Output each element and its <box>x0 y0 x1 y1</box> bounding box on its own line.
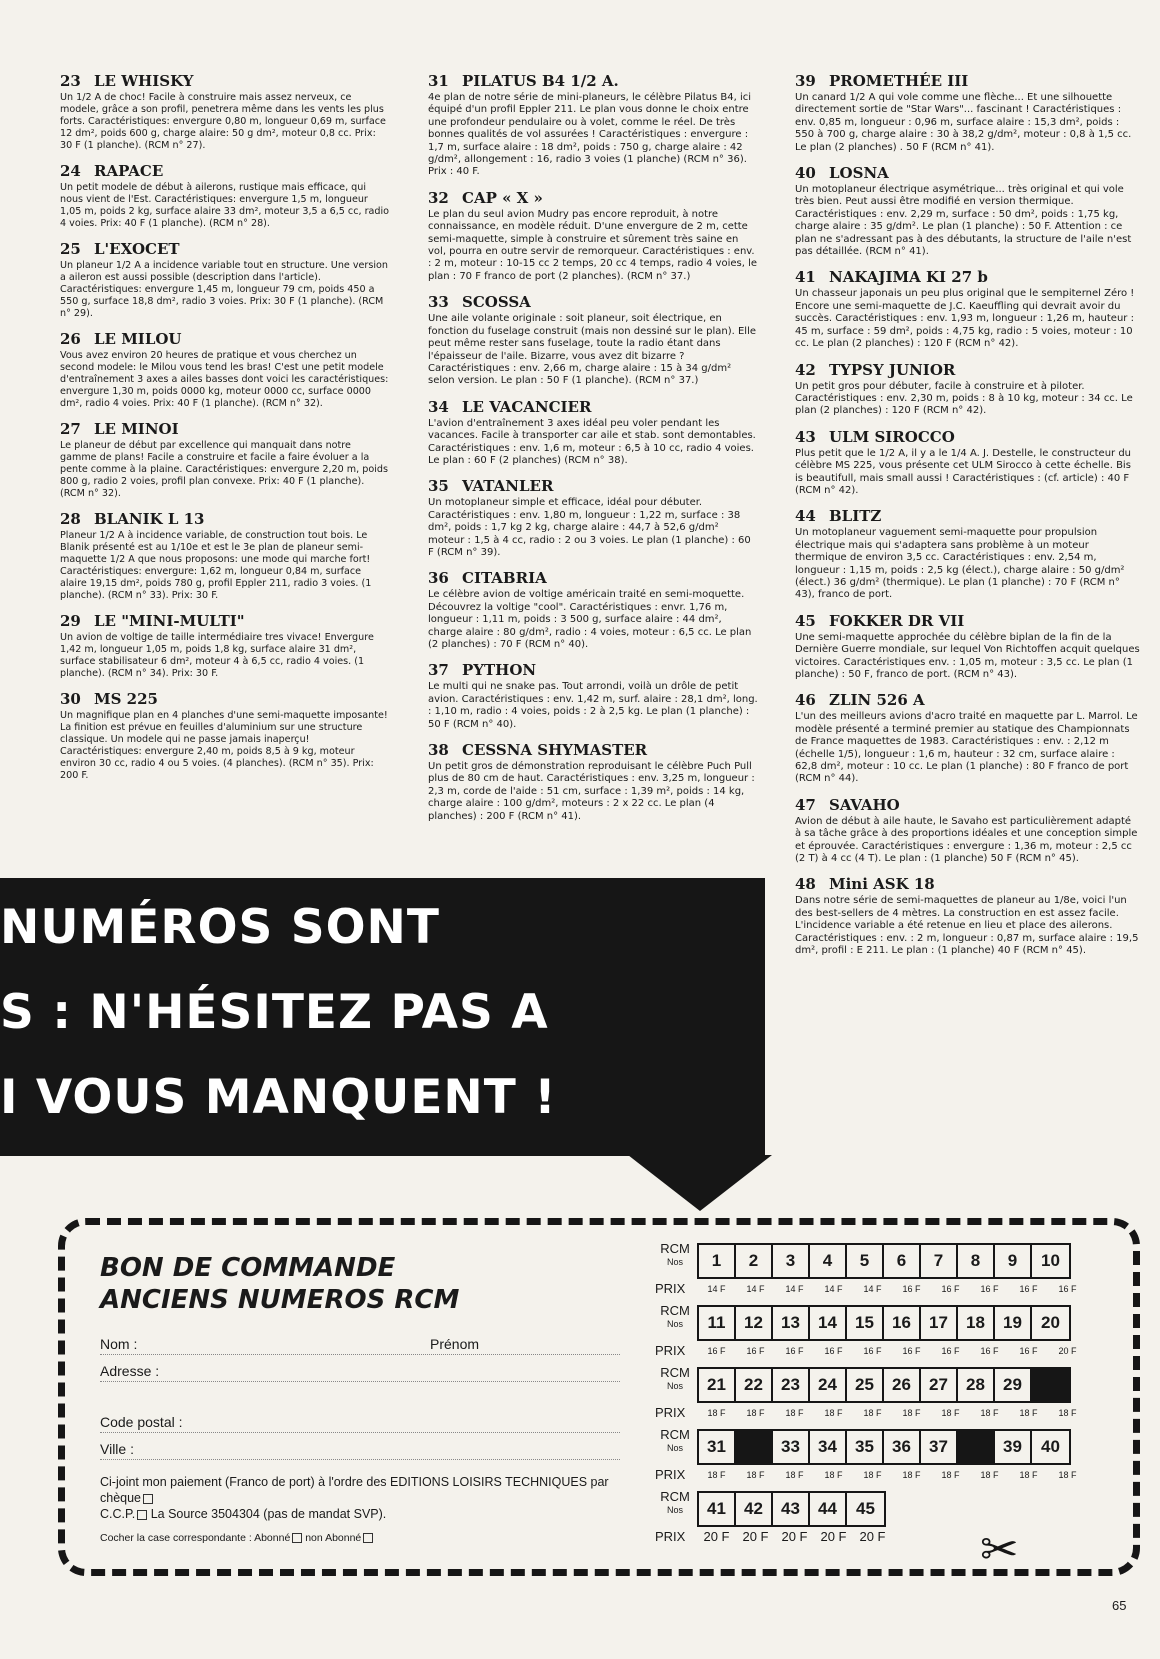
unavailable-issue-cell <box>1032 1369 1069 1401</box>
entry-number: 36 <box>428 569 449 588</box>
scissors-icon: ✂ <box>980 1523 1019 1575</box>
city-field[interactable] <box>100 1435 620 1460</box>
issue-cell[interactable]: 23 <box>773 1369 810 1401</box>
entry-number: 40 <box>795 164 816 183</box>
entry-title <box>60 240 390 258</box>
nos-text: Nos <box>666 1505 683 1515</box>
payment-line-1: Ci-joint mon paiement (Franco de port) à l'ordre des EDITIONS LOISIRS TECHNIQUES par chèque <box>100 1475 609 1505</box>
payment-line-2: C.C.P. <box>100 1507 136 1521</box>
entry-title <box>60 690 390 708</box>
price-cell: 14 F <box>707 1284 726 1294</box>
price-cell: 16 F <box>863 1346 882 1356</box>
entry-number: 46 <box>795 691 816 710</box>
issue-cell[interactable]: 27 <box>921 1369 958 1401</box>
price-cell: 18 F <box>746 1470 765 1480</box>
issue-cell[interactable]: 11 <box>699 1307 736 1339</box>
plan-entry <box>60 162 390 230</box>
order-form <box>100 1252 620 1544</box>
issue-cell[interactable]: 8 <box>958 1245 995 1277</box>
price-cell: 14 F <box>824 1284 843 1294</box>
entry-name: BLITZ <box>829 507 882 526</box>
entry-number: 48 <box>795 875 816 894</box>
entry-title <box>795 361 1140 379</box>
entry-name: MS 225 <box>94 690 158 708</box>
plan-entry <box>428 477 758 559</box>
price-row <box>655 1279 1087 1299</box>
price-cell: 14 F <box>863 1284 882 1294</box>
nos-text: Nos <box>666 1257 683 1267</box>
plan-entry <box>428 72 758 179</box>
plan-entry <box>428 741 758 823</box>
plan-entry <box>60 330 390 410</box>
entry-title <box>428 72 758 90</box>
price-cell: 16 F <box>941 1284 960 1294</box>
payment-text <box>100 1474 620 1522</box>
entry-description: Un avion de voltige de taille intermédiaire tres vivace! Envergure 1,42 m, longueur 1,05 m, poids 1,8 kg, surface alaire 31 dm², surface stabilisateur 6 dm², moteur 4 à 6,5 cc, radio 4 voies. (1 planche). (RCM n° 34). Prix: 30 F. <box>60 632 374 679</box>
issue-cells <box>697 1243 1071 1279</box>
issue-cell[interactable]: 15 <box>847 1307 884 1339</box>
price-cell: 16 F <box>1019 1346 1038 1356</box>
abonne-label: Cocher la case correspondante : Abonné <box>100 1532 291 1544</box>
issue-grid <box>655 1243 1095 1553</box>
banner-line-2: S : N'HÉSITEZ PAS A <box>0 985 549 1040</box>
issue-cell[interactable]: 7 <box>921 1245 958 1277</box>
issue-cell[interactable]: 3 <box>773 1245 810 1277</box>
entry-number: 44 <box>795 507 816 526</box>
issue-cell[interactable]: 45 <box>856 1499 875 1518</box>
issue-cell[interactable]: 33 <box>773 1431 810 1463</box>
issue-cells <box>697 1305 1071 1341</box>
entry-title <box>795 612 1140 630</box>
entry-title <box>795 875 1140 893</box>
banner-line-1: NUMÉROS SONT <box>0 900 440 955</box>
entry-description: Le multi qui ne snake pas. Tout arrondi, voilà un drôle de petit avion. Caractéristiques : env. 1,42 m, surf. alaire : 28,1 dm², long. : 1,10 m, radio : 4 voies, poids : 2 à 2,5 kg. Le plan (1 planche) : 50 F (RCM n° 40). <box>428 681 758 730</box>
issue-cell[interactable]: 2 <box>736 1245 773 1277</box>
price-cell: 16 F <box>980 1346 999 1356</box>
price-cell: 14 F <box>785 1284 804 1294</box>
entry-name: SAVAHO <box>829 795 900 814</box>
rcm-text: RCM <box>660 1303 690 1318</box>
issue-cell[interactable]: 12 <box>736 1307 773 1339</box>
entry-description: Le plan du seul avion Mudry pas encore reproduit, à notre connaissance, en modèle réduit. D'une envergure de 2 m, cette semi-maquette, simple à construire et sûrement très saine en vol, pourra en outre servir de remorqueur. Caractéristiques : env. : 2 m, moteur : 10-15 cc 2 temps, 20 cc 4 temps, radio 4 voies, le plan : 70 F franco de port (2 planches). (RCM n° 37.) <box>428 208 757 282</box>
entry-title <box>795 507 1140 525</box>
entry-description: Vous avez environ 20 heures de pratique et vous cherchez un second modele: le Milou vous tend les bras! C'est une petit modele d'entraînement 3 axes a ailes basses dont voici les caractéristiques: envergure 1,30 m, poids 0000 kg, moteur 0000 cc, surface 0000 dm², radio 4 voies. Prix: 40 F (1 planche). (RCM n° 32). <box>60 350 389 409</box>
entry-number: 35 <box>428 477 449 496</box>
entry-title <box>795 72 1140 90</box>
entry-name: L'EXOCET <box>94 240 180 258</box>
entry-title <box>795 796 1140 814</box>
ville-label: Ville : <box>100 1441 134 1457</box>
entry-description: Un magnifique plan en 4 planches d'une semi-maquette imposante! La finition est prévue en feuilles d'aluminium sur une structure classique. Un modele qui ne passe jamais inaperçu! Caractéristiques: envergure 2,40 m, poids 8,5 à 9 kg, moteur environ 30 cc, radio 4 ou 5 voies. (4 planches). (RCM n° 35). Prix: 200 F. <box>60 710 388 781</box>
issue-cell[interactable]: 14 <box>810 1307 847 1339</box>
issue-cell[interactable]: 42 <box>736 1493 773 1525</box>
rcm-text: RCM <box>660 1241 690 1256</box>
price-row <box>655 1465 1087 1485</box>
payment-line-3: La Source 3504304 (pas de mandat SVP). <box>150 1507 387 1521</box>
column-3 <box>795 72 1140 968</box>
grid-row <box>655 1367 1095 1429</box>
plan-entry <box>795 612 1140 682</box>
price-cell: 18 F <box>941 1470 960 1480</box>
entry-title <box>795 691 1140 709</box>
price-cell: 16 F <box>707 1346 726 1356</box>
price-cell: 18 F <box>785 1408 804 1418</box>
price-cell: 16 F <box>980 1284 999 1294</box>
banner-line-3: I VOUS MANQUENT ! <box>0 1070 557 1125</box>
nos-text: Nos <box>666 1443 683 1453</box>
entry-title <box>428 661 758 679</box>
entry-title <box>795 164 1140 182</box>
rcm-label <box>655 1367 695 1392</box>
entry-description: Planeur 1/2 A à incidence variable, de construction tout bois. Le Blanik présenté est au 1/10e et est le 3e plan de planeur semi-maquette 1/2 A que nous proposons: une mode qui marche fort! Caractéristiques: envergure: 1,62 m, longueur 0,84 m, surface alaire 19,15 dm², poids 780 g, profil Eppler 211, radio 3 voies. (1 planche). (RCM n° 33). Prix: 30 F. <box>60 530 372 601</box>
price-cell: 18 F <box>1058 1408 1077 1418</box>
plan-entry <box>60 510 390 602</box>
issue-cell[interactable]: 4 <box>810 1245 847 1277</box>
rcm-label <box>655 1429 695 1454</box>
issue-cell[interactable]: 26 <box>884 1369 921 1401</box>
entry-description: Une aile volante originale : soit planeur, soit électrique, en fonction du fuselage construit (mais non dessiné sur le plan). Elle peut même rester sans fuselage, toute la radio étant dans l'épaisseur de l'aile. Bizarre, vous avez dit bizarre ? Caractéristiques : env. 2,66 m, charge alaire : 15 à 34 g/dm² selon version. Le plan : 50 F (1 planche). (RCM n° 37.) <box>428 313 756 387</box>
issue-cell[interactable]: 24 <box>810 1369 847 1401</box>
entry-number: 31 <box>428 72 449 90</box>
issue-cell[interactable]: 40 <box>1041 1437 1060 1456</box>
price-cell: 18 F <box>902 1470 921 1480</box>
price-cell: 18 F <box>785 1470 804 1480</box>
issue-cell[interactable]: 25 <box>847 1369 884 1401</box>
entry-description: Une semi-maquette approchée du célèbre biplan de la fin de la Dernière Guerre mondiale, sur lequel Von Richtoffen acquit quelques victoires. Caractéristiques env. : 1,05 m, moteur : 3,5 cc. Le plan (1 planche) : 50 F, franco de port. (RCM n° 43). <box>795 631 1140 680</box>
issue-cell[interactable]: 1 <box>699 1245 736 1277</box>
entry-number: 47 <box>795 795 816 814</box>
entry-title <box>60 330 390 348</box>
entry-name: PROMETHÉE III <box>829 72 969 90</box>
unavailable-issue-cell <box>958 1431 995 1463</box>
form-title-1: BON DE COMMANDE <box>100 1253 396 1283</box>
entry-description: Un motoplaneur électrique asymétrique... très original et qui vole très bien. Peut aussi être modifié en version thermique. Caractéristiques : env. 2,29 m, surface : 50 dm², poids : 1,75 kg, charge alaire : 35 g/dm². Le plan (1 planche) : 50 F. Attention : ce plan ne s'adressant pas à des débutants, la structure de l'aile n'est pas détaillée. (RCM n° 41). <box>795 184 1132 258</box>
plan-entry <box>795 428 1140 498</box>
prenom-label: Prénom <box>430 1336 480 1352</box>
prix-label: PRIX <box>655 1529 686 1544</box>
entry-description: Un petit gros pour débuter, facile à construire et à piloter. Caractéristiques : env. 2,30 m, poids : 8 à 10 kg, moteur : 34 cc. Le plan (2 planches) : 120 F (RCM n° 42). <box>795 380 1133 417</box>
issue-cell[interactable]: 5 <box>847 1245 884 1277</box>
entry-description: L'avion d'entraînement 3 axes idéal peu voler pendant les vacances. Facile à transporter car aile et stab. sont demontables. Caractéristiques : env. 1,6 m, moteur : 6,5 à 10 cc, radio 4 voies. Le plan : 60 F (2 planches) (RCM n° 38). <box>428 417 756 466</box>
entry-title <box>428 569 758 587</box>
entry-number: 30 <box>60 690 81 708</box>
issue-cell[interactable]: 9 <box>995 1245 1032 1277</box>
price-cell: 18 F <box>980 1470 999 1480</box>
plan-entry <box>428 293 758 387</box>
price-cell: 20 F <box>742 1529 769 1544</box>
entry-number: 43 <box>795 427 816 446</box>
rcm-label <box>655 1243 695 1268</box>
grid-row <box>655 1491 1095 1553</box>
issue-cell[interactable]: 21 <box>699 1369 736 1401</box>
entry-title <box>60 510 390 528</box>
plan-entry <box>60 240 390 320</box>
issue-cell[interactable]: 16 <box>884 1307 921 1339</box>
price-cell: 18 F <box>980 1408 999 1418</box>
issue-cell[interactable]: 41 <box>699 1493 736 1525</box>
entry-description: Un petit modele de début à ailerons, rustique mais efficace, qui nous vient de l'Est. Caractéristiques: envergure 1,5 m, longueur 1,05 m, poids 2 kg, surface alaire 33 dm², moteur 3,5 a 6,5 cc, radio 4 voies. Prix: 40 F (1 planche). (RCM n° 28). <box>60 182 390 229</box>
price-cell: 20 F <box>781 1529 808 1544</box>
entry-number: 23 <box>60 72 81 90</box>
entry-description: 4e plan de notre série de mini-planeurs, le célèbre Pilatus B4, ici équipé d'un profil Eppler 211. Le plan vous donne le choix entre une profondeur pendulaire ou à volet, comme le réel. De très bonnes qualités de vol assurées ! Caractéristiques : envergure : 1,7 m, surface alaire : 18 dm², poids : 750 g, charge alaire : 42 g/dm², allongement : 16, radio 3 voies (1 planche) (RCM n° 36). Prix : 40 F. <box>428 92 752 178</box>
entry-number: 38 <box>428 741 449 760</box>
banner-arrow <box>628 1155 772 1211</box>
entry-name: LE WHISKY <box>94 72 194 90</box>
entry-name: VATANLER <box>462 477 554 496</box>
price-row <box>655 1527 892 1547</box>
price-cell: 16 F <box>785 1346 804 1356</box>
issue-cell[interactable]: 37 <box>921 1431 958 1463</box>
price-cell: 16 F <box>941 1346 960 1356</box>
entry-number: 28 <box>60 510 81 528</box>
entry-number: 33 <box>428 293 449 312</box>
entry-description: Un 1/2 A de choc! Facile à construire mais assez nerveux, ce modele, grâce a son profil, penetrera même dans les vents les plus forts. Caractéristiques: envergure 0,80 m, longueur 0,69 m, surface 12 dm², poids 600 g, charge alaire: 50 g dm², moteur 0,8 cc. Prix: 30 F (1 planche). (RCM n° 27). <box>60 92 386 151</box>
entry-name: TYPSY JUNIOR <box>829 360 956 379</box>
entry-name: ZLIN 526 A <box>829 691 925 710</box>
code-postal-label: Code postal : <box>100 1414 183 1430</box>
entry-description: Le planeur de début par excellence qui manquait dans notre gamme de plans! Facile a construire et facile a faire évoluer a la pente comme à la plaine. Caractéristiques: envergure 2,20 m, poids 800 g, radio 2 voies, profil plan convexe. Prix: 40 F (1 planche). (RCM n° 32). <box>60 440 388 499</box>
plan-entry <box>795 507 1140 601</box>
nos-text: Nos <box>666 1381 683 1391</box>
issue-cell[interactable]: 43 <box>773 1493 810 1525</box>
plan-entry <box>60 420 390 500</box>
plan-entry <box>428 398 758 468</box>
entry-number: 24 <box>60 162 81 180</box>
issue-cell[interactable]: 17 <box>921 1307 958 1339</box>
entry-number: 32 <box>428 188 449 207</box>
entry-description: Un chasseur japonais un peu plus original que le sempiternel Zéro ! Encore une semi-maquette de J.C. Kaeuffling qui devrait avoir du succès. Caractéristiques : env. 1,93 m, longueur : 1,26 m, hauteur : 45 m, surface : 59 dm², poids : 4,75 kg, radio : 5 voies, moteur : 10 cc. Le plan (2 planches) : 120 F (RCM n° 42). <box>795 288 1135 350</box>
cheque-checkbox[interactable] <box>143 1494 153 1504</box>
entry-description: Le célèbre avion de voltige américain traité en semi-moquette. Découvrez la voltige "cool". Caractéristiques : envr. 1,76 m, longueur : 1,11 m, poids : 3 500 g, surface alaire : 44 dm², charge alaire : 80 g/dm², radio : 4 voies, moteur : 6,5 cc. Le plan (2 planches) : 70 F (RCM n° 40). <box>428 589 752 650</box>
entry-description: Un petit gros de démonstration reproduisant le célèbre Puch Pull plus de 80 cm de haut. Caractéristiques : env. 3,25 m, longueur : 2,3 m, corde de l'aide : 51 cm, surface : 1,39 m², poids : 14 kg, charge alaire : 100 g/dm², moteurs : 2 x 22 cc. Le plan (4 planches) : 200 F (RCM n° 41). <box>428 761 755 822</box>
entry-title <box>60 612 390 630</box>
issue-cell[interactable]: 36 <box>884 1431 921 1463</box>
issue-cell[interactable]: 39 <box>995 1431 1032 1463</box>
column-1 <box>60 72 390 792</box>
entry-title <box>60 420 390 438</box>
price-cell: 18 F <box>1058 1470 1077 1480</box>
entry-name: PYTHON <box>462 661 537 680</box>
entry-number: 26 <box>60 330 81 348</box>
rcm-label <box>655 1305 695 1330</box>
issue-cell[interactable]: 29 <box>995 1369 1032 1401</box>
prix-label: PRIX <box>655 1281 686 1296</box>
price-cell: 18 F <box>941 1408 960 1418</box>
issue-cell[interactable]: 18 <box>958 1307 995 1339</box>
entry-number: 29 <box>60 612 81 630</box>
prix-label: PRIX <box>655 1467 686 1482</box>
rcm-label <box>655 1491 695 1516</box>
name-field[interactable] <box>100 1330 620 1355</box>
plan-entry <box>795 691 1140 785</box>
issue-cells <box>697 1429 1071 1465</box>
plan-entry <box>60 72 390 152</box>
plan-entry <box>795 875 1140 957</box>
price-cell: 18 F <box>1019 1408 1038 1418</box>
price-cell: 18 F <box>1019 1470 1038 1480</box>
price-cell: 20 F <box>859 1529 886 1544</box>
entry-description: Plus petit que le 1/2 A, il y a le 1/4 A. J. Destelle, le constructeur du célèbre MS 225, vous présente cet ULM Sirocco à cette échelle. Bis is beautifull, mais small aussi ! Caractéristiques : (cf. article) : 40 F (RCM n° 42). <box>795 447 1132 496</box>
price-cell: 18 F <box>824 1408 843 1418</box>
entry-title <box>795 428 1140 446</box>
price-cell: 18 F <box>863 1408 882 1418</box>
entry-name: CAP « X » <box>462 188 543 207</box>
entry-name: NAKAJIMA KI 27 b <box>829 268 988 287</box>
entry-description: L'un des meilleurs avions d'acro traité en maquette par L. Marrol. Le modèle présenté a terminé premier au statique des Championnats de France maquettes de 1983. Caractéristiques : env. : 2,12 m (échelle 1/5), longueur : 1,6 m, hauteur : 32 cm, surface alaire : 62,8 dm², moteur : 10 cc. Le plan (1 planche) : 80 F franco de port (RCM n° 44). <box>795 711 1138 785</box>
entry-title <box>428 398 758 416</box>
plan-entry <box>428 189 758 283</box>
entry-name: CITABRIA <box>462 569 547 588</box>
price-cell: 14 F <box>746 1284 765 1294</box>
entry-number: 39 <box>795 72 816 90</box>
issue-cell[interactable]: 13 <box>773 1307 810 1339</box>
plan-entry <box>795 164 1140 258</box>
entry-number: 34 <box>428 397 449 416</box>
entry-name: FOKKER DR VII <box>829 611 965 630</box>
entry-name: LE MINOI <box>94 420 179 438</box>
page-number: 65 <box>1112 1598 1127 1613</box>
grid-row <box>655 1243 1095 1305</box>
entry-name: Mini ASK 18 <box>829 875 935 894</box>
issue-cell[interactable]: 31 <box>699 1431 736 1463</box>
entry-title <box>60 162 390 180</box>
entry-title <box>428 477 758 495</box>
form-title-2: ANCIENS NUMEROS RCM <box>100 1285 460 1315</box>
entry-name: RAPACE <box>94 162 164 180</box>
prix-label: PRIX <box>655 1405 686 1420</box>
price-cell: 16 F <box>1019 1284 1038 1294</box>
rcm-text: RCM <box>660 1489 690 1504</box>
price-cell: 18 F <box>824 1470 843 1480</box>
grid-row <box>655 1305 1095 1367</box>
issue-cell[interactable]: 35 <box>847 1431 884 1463</box>
price-cell: 20 F <box>1058 1346 1077 1356</box>
ccp-checkbox[interactable] <box>137 1510 147 1520</box>
plan-entry <box>60 612 390 680</box>
entry-title <box>428 741 758 759</box>
entry-number: 45 <box>795 611 816 630</box>
issue-cell[interactable]: 22 <box>736 1369 773 1401</box>
non-abonne-label: non Abonné <box>305 1532 362 1544</box>
postal-code-field[interactable] <box>100 1408 620 1433</box>
plan-entry <box>795 72 1140 154</box>
entry-name: LE VACANCIER <box>462 397 592 416</box>
entry-number: 25 <box>60 240 81 258</box>
nom-label: Nom : <box>100 1336 138 1352</box>
plan-entry <box>795 361 1140 418</box>
entry-title <box>795 268 1140 286</box>
plan-entry <box>428 569 758 651</box>
plan-entry <box>428 661 758 731</box>
plan-entry <box>795 268 1140 350</box>
entry-description: Avion de début à aile haute, le Savaho est particulièrement adapté à sa tâche grâce à des proportions idéales et une conception simple et éprouvée. Caractéristiques : envergure : 1,36 m, moteur : 2,5 cc (2 T) à 4 cc (4 T). Le plan : (1 planche) 50 F (RCM n° 45). <box>795 815 1138 865</box>
entry-name: CESSNA SHYMASTER <box>462 741 648 760</box>
grid-row <box>655 1429 1095 1491</box>
issue-cell[interactable]: 6 <box>884 1245 921 1277</box>
issue-cell[interactable]: 20 <box>1041 1313 1060 1332</box>
issue-cells <box>697 1367 1071 1403</box>
price-cell: 20 F <box>820 1529 847 1544</box>
entry-name: LOSNA <box>829 164 889 183</box>
price-cell: 16 F <box>1058 1284 1077 1294</box>
price-cell: 18 F <box>746 1408 765 1418</box>
column-2 <box>428 72 758 833</box>
entry-description: Un motoplaneur simple et efficace, idéal pour débuter. Caractéristiques : env. 1,80 m, longueur : 1,22 m, surface : 38 dm², poids : 1,7 kg 2 kg, charge alaire : 44,7 à 52,6 g/dm² moteur : 1,5 à 4 cc, radio : 2 ou 3 voies. Le plan (1 planche) : 60 F (RCM n° 39). <box>428 497 751 558</box>
rcm-text: RCM <box>660 1365 690 1380</box>
price-cell: 16 F <box>902 1284 921 1294</box>
address-field[interactable] <box>100 1357 620 1382</box>
issue-cell[interactable]: 28 <box>958 1369 995 1401</box>
entry-description: Un motoplaneur vaguement semi-maquette pour propulsion électrique mais qui s'adaptera sans problème à un moteur thermique de environ 3,5 cc. Caractéristiques : env. 2,54 m, longueur : 1,15 m, poids : 2,5 kg (élect.), charge alaire : 50 g/dm² (élect.) 36 g/dm² (thermique). Le plan (1 planche) : 70 F (RCM n° 43), franco de port. <box>795 527 1125 601</box>
entry-name: LE "MINI-MULTI" <box>94 612 245 630</box>
entry-description: Un planeur 1/2 A a incidence variable tout en structure. Une version a aileron est aussi possible (description dans l'article). Caractéristiques: envergure 1,45 m, longueur 79 cm, poids 450 a 550 g, surface 18,8 dm², radio 3 voies. Prix: 30 F (1 planche). (RCM n° 29). <box>60 260 388 319</box>
subscriber-choice <box>100 1532 620 1544</box>
rcm-text: RCM <box>660 1427 690 1442</box>
entry-number: 27 <box>60 420 81 438</box>
entry-name: LE MILOU <box>94 330 182 348</box>
price-cell: 20 F <box>703 1529 730 1544</box>
entry-title <box>428 189 758 207</box>
price-cell: 18 F <box>863 1470 882 1480</box>
issue-cell[interactable]: 44 <box>810 1493 847 1525</box>
entry-name: PILATUS B4 1/2 A. <box>462 72 619 90</box>
issue-cell[interactable]: 34 <box>810 1431 847 1463</box>
adresse-label: Adresse : <box>100 1363 160 1379</box>
issue-cell[interactable]: 19 <box>995 1307 1032 1339</box>
price-row <box>655 1403 1087 1423</box>
entry-number: 41 <box>795 268 816 287</box>
price-cell: 18 F <box>707 1408 726 1418</box>
plan-entry <box>60 690 390 782</box>
abonne-checkbox[interactable] <box>292 1533 302 1543</box>
price-cell: 16 F <box>902 1346 921 1356</box>
entry-title <box>428 293 758 311</box>
nos-text: Nos <box>666 1319 683 1329</box>
prix-label: PRIX <box>655 1343 686 1358</box>
price-cell: 16 F <box>824 1346 843 1356</box>
unavailable-issue-cell <box>736 1431 773 1463</box>
entry-title <box>60 72 390 90</box>
price-row <box>655 1341 1087 1361</box>
issue-cells <box>697 1491 886 1527</box>
price-cell: 18 F <box>707 1470 726 1480</box>
non-abonne-checkbox[interactable] <box>363 1533 373 1543</box>
entry-number: 37 <box>428 661 449 680</box>
entry-description: Dans notre série de semi-maquettes de planeur au 1/8e, voici l'un des best-sellers de 4 mètres. La construction en est assez facile. L'incidence variable a été retenue en lieu et place des ailerons. Caractéristiques : env. : 2 m, longueur : 0,87 m, surface alaire : 19,5 dm², profil : E 211. Le plan : (1 planche) 40 F (RCM n° 45). <box>795 895 1139 957</box>
entry-name: SCOSSA <box>462 293 531 312</box>
price-cell: 16 F <box>746 1346 765 1356</box>
price-cell: 18 F <box>902 1408 921 1418</box>
entry-description: Un canard 1/2 A qui vole comme une flèche... Et une silhouette directement sortie de "Star Wars"... fascinant ! Caractéristiques : env. 0,85 m, longueur : 0,96 m, surface alaire : 15,3 dm², poids : 550 à 700 g, charge alaire : 30 à 38,2 g/dm², moteur : 0,8 à 1,5 cc. Le plan (2 planches) . 50 F (RCM n° 41). <box>795 92 1132 153</box>
entry-name: BLANIK L 13 <box>94 510 205 528</box>
plan-entry <box>795 796 1140 866</box>
entry-name: ULM SIROCCO <box>829 427 955 446</box>
entry-number: 42 <box>795 360 816 379</box>
issue-cell[interactable]: 10 <box>1041 1251 1060 1270</box>
